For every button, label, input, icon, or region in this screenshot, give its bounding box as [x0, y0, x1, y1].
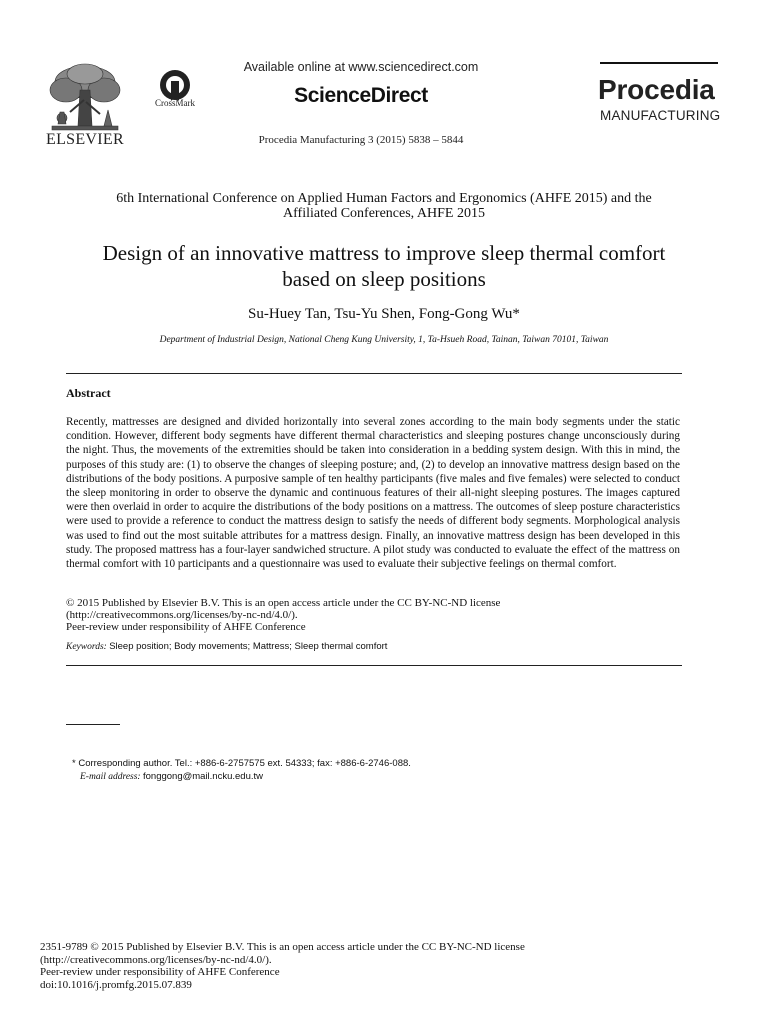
- email-address[interactable]: fonggong@mail.ncku.edu.tw: [142, 770, 264, 782]
- license-line-1: © 2015 Published by Elsevier B.V. This is an open access article under the CC BY-NC-ND license: [66, 597, 501, 609]
- author-list: Su-Huey Tan, Tsu-Yu Shen, Fong-Gong Wu*: [248, 306, 520, 322]
- issn-copyright: 2351-9789 © 2015 Published by Elsevier B.V. This is an open access article under the CC BY-NC-ND license: [40, 941, 525, 953]
- keywords-label: Keywords:: [66, 642, 107, 652]
- crossmark-label: CrossMark: [155, 98, 195, 108]
- author-affiliation: Department of Industrial Design, National Cheng Kung University, 1, Ta-Hsueh Road, Tainan, Taiwan 70101, Taiwan: [159, 335, 609, 345]
- abstract-body: Recently, mattresses are designed and divided horizontally into several zones according to the main body segments under the static condition. However, different body segments have different thermal characteristics and sleeping postures change unconsciously during the night. Thus, the movements of the extremities should be taken into consideration in a bedding system design. With this in mind, the purposes of this study are: (1) to observe the changes of sleeping posture; and, (2) to develop an innovative mattress design based on the distributions of the body positions. A purposive sample of ten healthy participants (five males and five females) were selected to conduct the sleep monitoring in order to observe the dynamic and continuous features of their all-night sleeping postures. The images captured were then overlaid in order to acquire the distributions of the body positions on a mattress. The outcomes of sleep posture characteristics were used to provide a reference to conduct the mattress design to satisfy the needs of different body segments. Morphological analysis was used to find out the most suitable attributes for a mattress design. Finally, an innovative mattress design has been developed in this study. The proposed mattress has a four-layer sandwiched structure. A pilot study was conducted to evaluate the effect of the mattress on thermal comfort with 10 participants and a questionnaire was used to evaluate their subjective feelings on thermal comfort.: [66, 416, 680, 571]
- abstract-top-rule: [66, 373, 682, 374]
- conference-line-2: Affiliated Conferences, AHFE 2015: [283, 206, 485, 221]
- footnote-rule: [66, 724, 120, 725]
- journal-logo-title: Procedia: [598, 74, 715, 105]
- title-line-1: Design of an innovative mattress to improve sleep thermal comfort: [102, 241, 666, 265]
- available-online-text[interactable]: Available online at www.sciencedirect.com: [243, 60, 479, 74]
- license-link[interactable]: (http://creativecommons.org/licenses/by-nc-nd/4.0/).: [66, 609, 298, 621]
- title-line-2: based on sleep positions: [282, 267, 486, 291]
- keywords-line: [66, 641, 680, 652]
- sciencedirect-brand[interactable]: ScienceDirect: [294, 84, 428, 107]
- bottom-license-link[interactable]: (http://creativecommons.org/licenses/by-nc-nd/4.0/).: [40, 953, 272, 966]
- peer-review-note: Peer-review under responsibility of AHFE Conference: [66, 621, 306, 633]
- abstract-bottom-rule: [66, 665, 682, 666]
- elsevier-wordmark: ELSEVIER: [46, 131, 124, 148]
- corresponding-author-contact: * Corresponding author. Tel.: +886-6-2757575 ext. 54333; fax: +886-6-2746-088.: [72, 758, 411, 769]
- abstract-heading: Abstract: [66, 386, 111, 400]
- bottom-copyright-block: [40, 941, 720, 991]
- procedia-divider: [600, 62, 718, 64]
- article-title: [50, 240, 718, 292]
- keywords-list: Sleep position; Body movements; Mattress; Sleep thermal comfort: [109, 641, 388, 652]
- doi[interactable]: doi:10.1016/j.promfg.2015.07.839: [40, 978, 192, 991]
- license-block: [66, 597, 680, 633]
- corresponding-author-footnote: [72, 758, 672, 783]
- journal-logo-subtitle: MANUFACTURING: [600, 108, 721, 123]
- conference-name: [60, 191, 708, 221]
- bottom-peer-review: Peer-review under responsibility of AHFE Conference: [40, 966, 280, 978]
- email-label: E-mail address:: [80, 771, 141, 782]
- conference-line-1: 6th International Conference on Applied Human Factors and Ergonomics (AHFE 2015) and the: [116, 191, 652, 206]
- journal-reference: Procedia Manufacturing 3 (2015) 5838 – 5844: [258, 134, 464, 146]
